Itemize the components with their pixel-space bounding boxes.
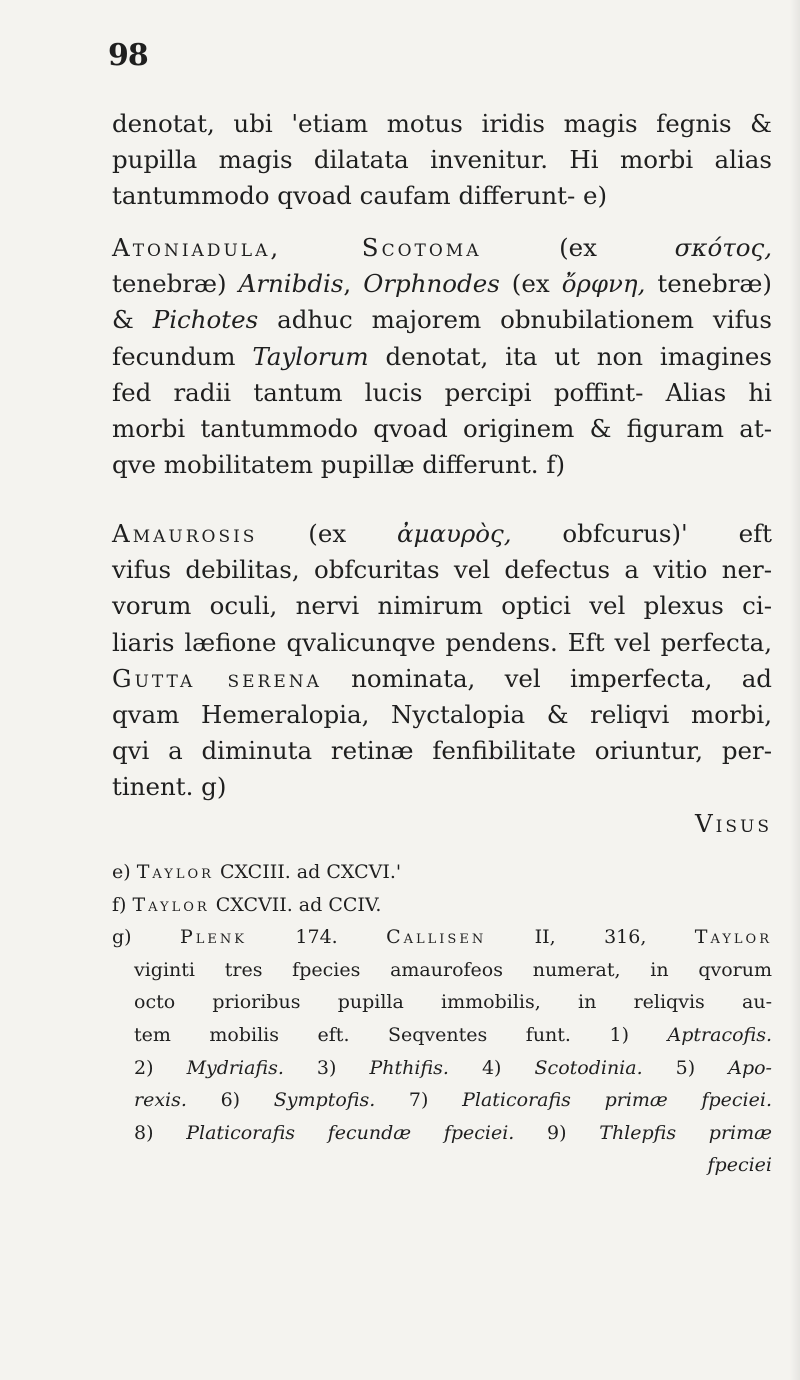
heading-gutta-serena: Gutta serena xyxy=(112,663,322,693)
text-line: vifus debilitas, obfcuritas vel defectus a vitio ner- xyxy=(112,555,772,585)
catchword: Visus xyxy=(694,808,772,838)
footnote-g: g) Plenk 174. Callisen II, 316, Taylor xyxy=(112,926,772,949)
page-number: 98 xyxy=(108,38,148,73)
paragraph-atonia-ending xyxy=(112,106,772,215)
footnote-line: 8) Platicorafis fecundæ fpeciei. 9) Thlepfis primæ xyxy=(134,1121,772,1144)
text-line: denotat, ubi 'etiam motus iridis magis fegnis & xyxy=(112,109,772,138)
footnote-line: octo prioribus pupilla immobilis, in reliqvis au- xyxy=(134,991,772,1014)
greek-term: ὄρφνη, xyxy=(561,269,646,299)
footnote-line: 2) Mydriafis. 3) Phthifis. 4) Scotodinia. 5) Apo- xyxy=(134,1056,772,1079)
text-line: tenebræ) Arnibdis, Orphnodes (ex ὄρφνη, tenebræ) xyxy=(112,269,772,299)
text-line: tinent. g) xyxy=(112,772,227,802)
text-line: qvam Hemeralopia, Nyctalopia & reliqvi morbi, xyxy=(112,699,772,729)
text-line: fed radii tantum lucis percipi poffint- Alias hi xyxy=(112,377,772,407)
text-line: tantummodo qvoad caufam differunt- e) xyxy=(112,181,608,211)
paragraph-amaurosis xyxy=(112,516,772,842)
heading-atoniadula-scotoma: Atoniadula, Scotoma xyxy=(112,233,482,262)
footnote-line: tem mobilis eft. Seqventes funt. 1) Aptracofis. xyxy=(134,1023,772,1046)
paragraph-scotoma xyxy=(112,230,772,483)
text-line: Gutta serena nominata, vel imperfecta, ad xyxy=(112,663,772,693)
page-edge-shadow xyxy=(790,0,800,1380)
footnotes xyxy=(112,856,772,1182)
footnote-line: viginti tres fpecies amaurofeos numerat, in qvorum xyxy=(134,958,772,981)
footnote-e: e) Taylor CXCIII. ad CXCVI.' xyxy=(112,861,402,883)
text-line: vorum oculi, nervi nimirum optici vel plexus ci- xyxy=(112,591,772,621)
heading-amaurosis: Amaurosis xyxy=(112,519,258,548)
text-line: liaris læfione qvalicunqve pendens. Eft vel perfecta, xyxy=(112,627,772,657)
footnote-f: f) Taylor CXCVII. ad CCIV. xyxy=(112,893,382,916)
text-line: & Pichotes adhuc majorem obnubilationem vifus xyxy=(112,305,772,335)
greek-term: σκότος, xyxy=(674,233,773,262)
text-line: fecundum Taylorum denotat, ita ut non imagines xyxy=(112,341,772,371)
text-line: Atoniadula, Scotoma (ex σκότος, xyxy=(112,233,773,262)
footnote-line: rexis. 6) Symptofis. 7) Platicorafis primæ fpeciei. xyxy=(134,1089,772,1112)
footnote-line: fpeciei xyxy=(707,1154,772,1177)
text-line: pupilla magis dilatata invenitur. Hi morbi alias xyxy=(112,145,772,175)
text-line: qvi a diminuta retinæ fenfibilitate oriuntur, per- xyxy=(112,736,772,766)
greek-term: ἀμαυρὸς, xyxy=(396,519,512,548)
text-line: Amaurosis (ex ἀμαυρὸς, obfcurus)' eft xyxy=(112,519,772,548)
text-line: qve mobilitatem pupillæ differunt. f) xyxy=(112,450,566,480)
text-line: morbi tantummodo qvoad originem & figuram at- xyxy=(112,413,772,443)
